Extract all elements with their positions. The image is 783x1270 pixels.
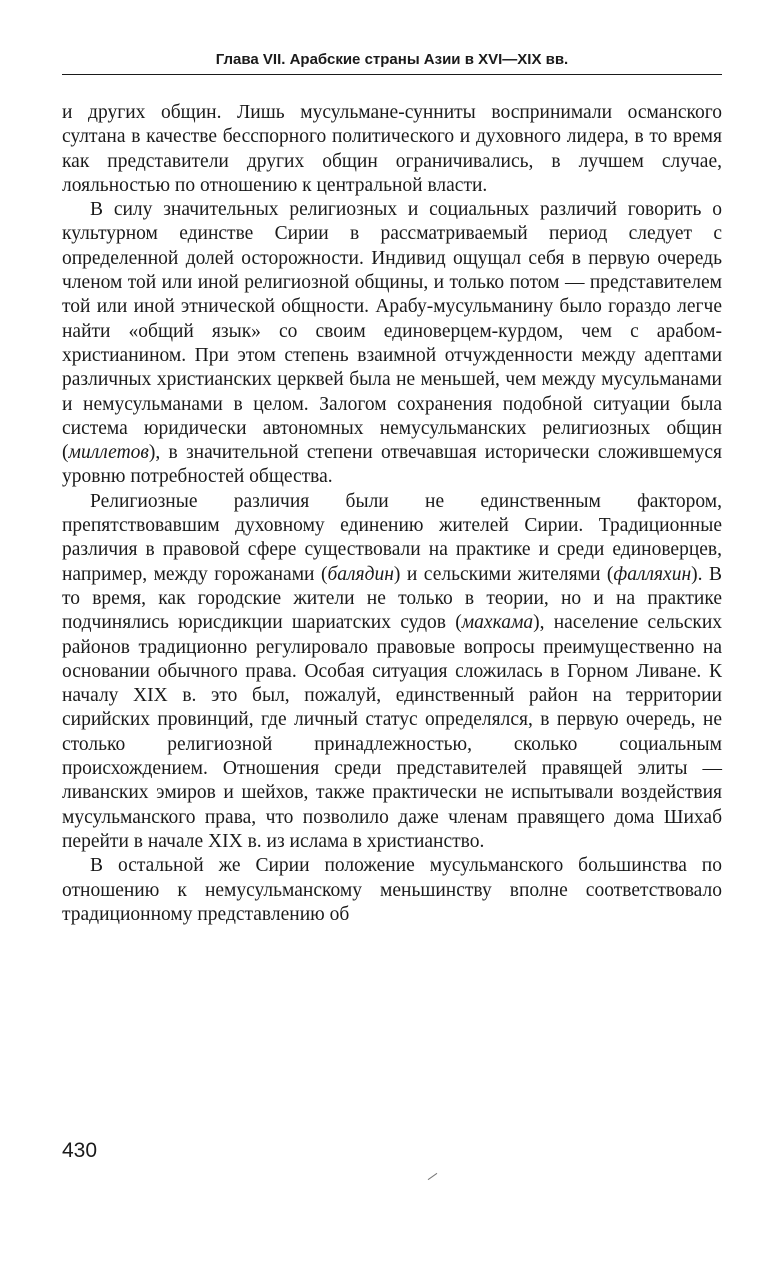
paragraph-2 [62, 198, 722, 490]
term-makhkama: махкама [461, 612, 534, 634]
body-text [62, 101, 722, 927]
paragraph-3-text-c: ). В то время, как городские жители не только в теории, но и на практике подчинялись юрисдикции шариатских судов ( [62, 563, 722, 634]
paragraph-3 [62, 490, 722, 854]
paragraph-3-text-b: ) и сельскими жителями ( [393, 563, 614, 585]
paragraph-1 [62, 101, 722, 198]
header-rule [62, 74, 722, 75]
paragraph-3-text-a: Религиозные различия были не единственным фактором, препятствовавшим духовному единению жителей Сирии. Традиционные различия в правовой сфере существовали на практике и среди единоверцев, например, между горожанами ( [62, 490, 722, 585]
paragraph-3-text-d: ), население сельских районов традиционно регулировало правовые вопросы преимущественно на основании обычного права. Особая ситуация сложилась в Горном Ливане. К началу XIX в. это был, пожалуй, единственный район на территории сирийских провинций, где личный статус определялся, в первую очередь, не столько религиозной принадлежностью, сколько социальным происхождением. Отношения среди представителей правящей элиты — ливанских эмиров и шейхов, также практически не испытывали воздействия мусульманского права, что позволило даже членам правящего дома Шихаб перейти в начале XIX в. из ислама в христианство. [62, 612, 723, 852]
running-head: Глава VII. Арабские страны Азии в XVI—XIX вв. [215, 51, 569, 68]
page-number: 430 [62, 1139, 98, 1162]
paragraph-2-text-end: ), в значительной степени отвечавшая исторически сложившемуся уровню потребностей общества. [62, 442, 722, 488]
paragraph-2-text: В силу значительных религиозных и социальных различий говорить о культурном единстве Сирии в рассматриваемый период следует с определенной долей осторожности. Индивид ощущал себя в первую очередь членом той или иной религиозной общины, и только потом — представителем той или иной этнической общности. Арабу-мусульманину было гораздо легче найти «общий язык» со своим единоверцем-курдом, чем с арабом-христианином. При этом степень взаимной отчужденности между адептами различных христианских церквей была не меньшей, чем между мусульманами и немусульманами в целом. Залогом сохранения подобной ситуации была система юридически автономных немусульманских религиозных общин ( [62, 199, 722, 464]
stray-mark [428, 1173, 438, 1180]
paragraph-4-text: В остальной же Сирии положение мусульманского большинства по отношению к немусульманскому меньшинству вполне соответствовало традиционному представлению об [62, 855, 722, 925]
paragraph-4 [62, 854, 722, 927]
paragraph-1-text: и других общин. Лишь мусульмане-сунниты воспринимали османского султана в качестве бесспорного политического и духовного лидера, в то время как представители других общин ограничивались, в лучшем случае, лояльностью по отношению к центральной власти. [62, 102, 722, 196]
term-milletov: миллетов [68, 442, 149, 464]
term-falliakhin: фалляхин [613, 563, 692, 585]
term-baliadin: балядин [327, 563, 394, 585]
